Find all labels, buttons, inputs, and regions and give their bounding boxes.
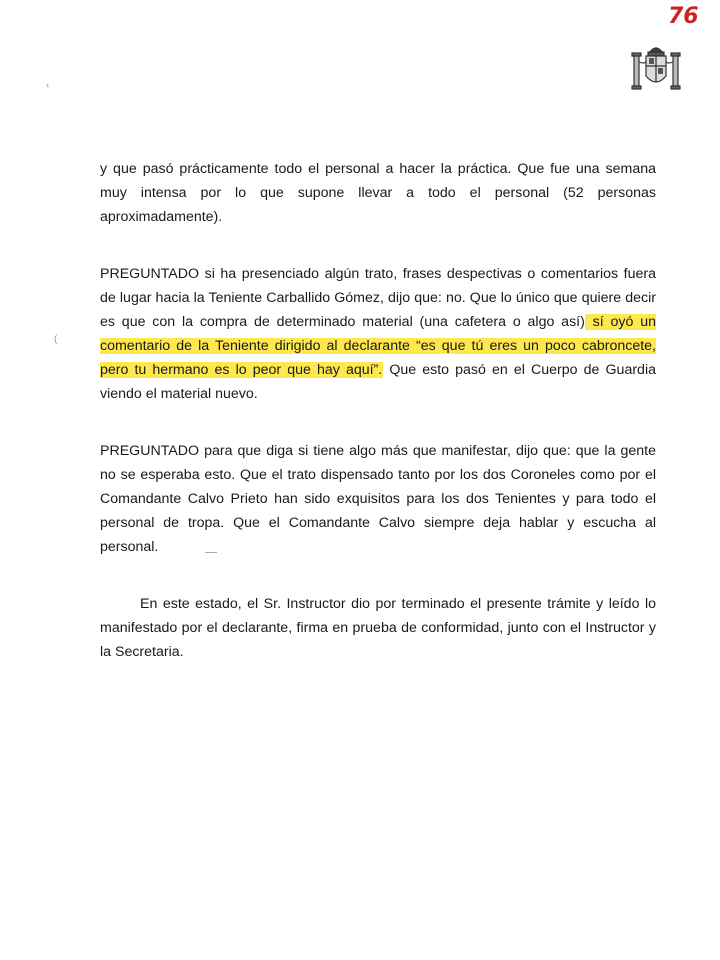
paragraph-text: Que esto pasó en el Cuerpo de Guardia viendo el material nuevo. — [100, 362, 656, 402]
page-number: 76 — [668, 4, 699, 29]
scan-mark: ‹ — [46, 80, 50, 91]
paragraph: PREGUNTADO para que diga si tiene algo más que manifestar, dijo que: que la gente no se esperaba esto. Que el trato dispensado tanto por los dos Coroneles como por el Comandante Calvo Prieto han sido exquisitos para los dos Tenientes y para todo el personal de tropa. Que el Comandante Calvo siempre deja hablar y escucha al personal. — [100, 443, 656, 555]
highlighted-quote: sí oyó un comentario de la Teniente dirigido al declarante “es que tú eres un poco cabroncete, pero tu hermano es lo peor que hay aquí”. — [100, 314, 656, 378]
signature-line — [205, 552, 217, 553]
document-body — [100, 157, 656, 697]
paragraph — [100, 262, 656, 406]
closing-paragraph: En este estado, el Sr. Instructor dio por terminado el presente trámite y leído lo manifestado por el declarante, firma en prueba de conformidad, junto con el Instructor y la Secretaria. — [100, 596, 656, 660]
paragraph-text: PREGUNTADO si ha presenciado algún trato, frases despectivas o comentarios fuera de lugar hacia la Teniente Carballido Gómez, dijo que: no. Que lo único que quiere decir es que con la compra de determinado material (una cafetera o algo así) — [100, 266, 656, 330]
spanish-coat-of-arms-icon — [628, 42, 684, 98]
paragraph: y que pasó prácticamente todo el personal a hacer la práctica. Que fue una semana muy intensa por lo que supone llevar a todo el personal (52 personas aproximadamente). — [100, 161, 656, 225]
scan-mark: ( — [54, 334, 58, 345]
